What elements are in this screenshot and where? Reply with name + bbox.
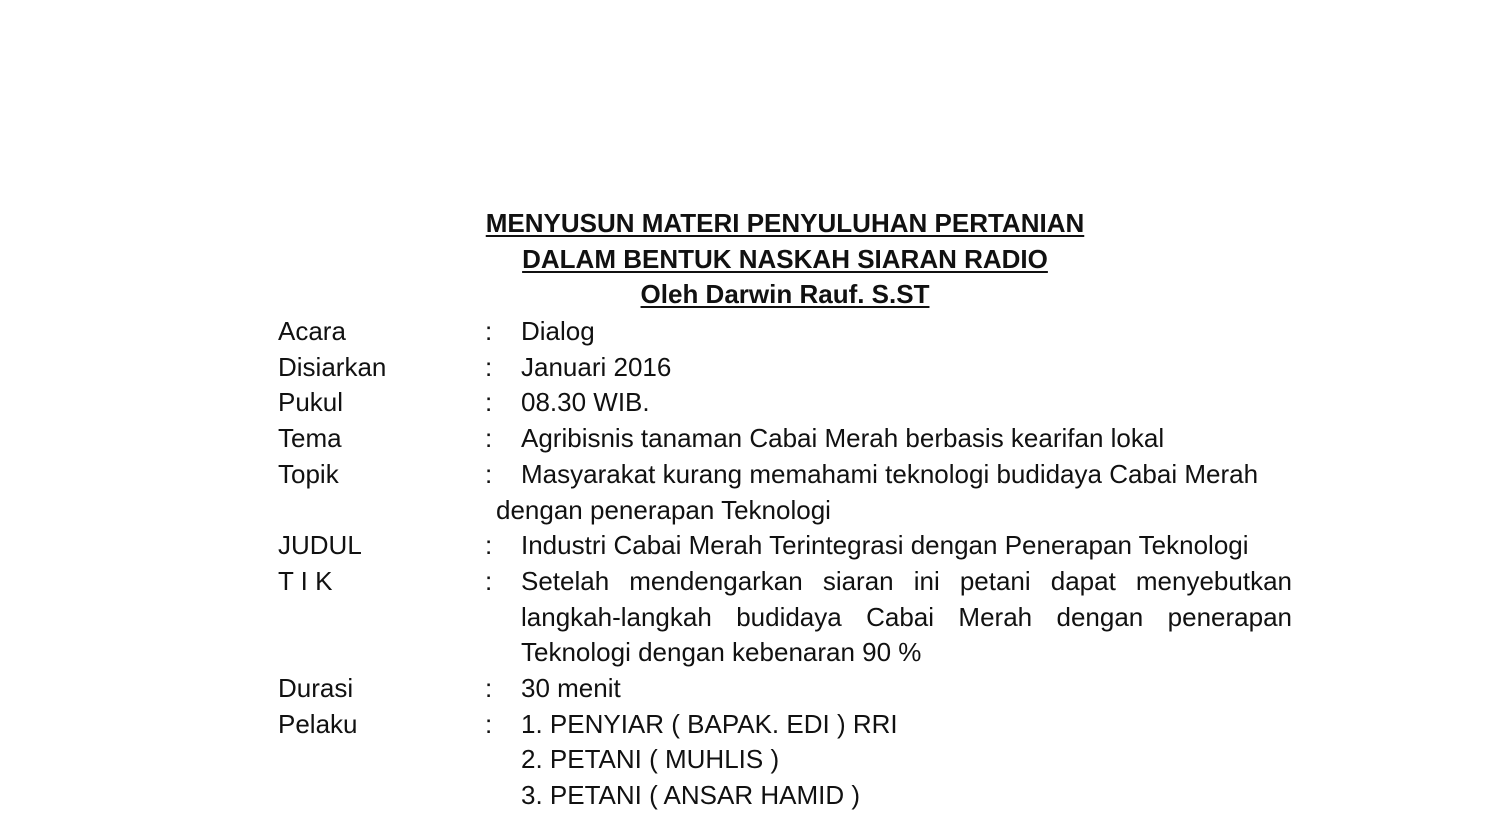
document-title [0, 206, 1500, 313]
field-colon: : [485, 565, 493, 596]
field-judul [278, 528, 1292, 564]
field-acara [278, 314, 1292, 350]
field-colon: : [485, 530, 493, 561]
field-label: Acara [278, 316, 346, 346]
field-disiarkan [278, 350, 1292, 386]
field-label: T I K [278, 565, 333, 596]
field-colon: : [485, 316, 493, 346]
field-label: Pukul [278, 387, 344, 418]
field-label: JUDUL [278, 530, 362, 561]
pelaku-item: 1. PENYIAR ( BAPAK. EDI ) RRI [521, 708, 898, 739]
pelaku-item: 3. PETANI ( ANSAR HAMID ) [521, 780, 861, 811]
field-colon: : [485, 423, 493, 454]
field-colon: : [485, 387, 493, 418]
field-tik [278, 564, 1292, 671]
field-label: Pelaku [278, 708, 358, 739]
title-line-1: MENYUSUN MATERI PENYULUHAN PERTANIAN [485, 208, 1085, 238]
field-label: Topik [278, 458, 339, 489]
field-value: Industri Cabai Merah Terintegrasi dengan Penerapan Teknologi [521, 530, 1249, 561]
field-value: Januari 2016 [521, 351, 672, 382]
field-label: Disiarkan [278, 351, 387, 382]
field-colon: : [485, 673, 493, 704]
title-line-2: DALAM BENTUK NASKAH SIARAN RADIO [522, 243, 1048, 274]
field-topik [278, 457, 1292, 528]
author-line: Oleh Darwin Rauf. S.ST [640, 279, 930, 310]
field-label: Tema [278, 423, 342, 454]
field-durasi [278, 671, 1292, 707]
field-colon: : [485, 708, 493, 739]
field-value: 30 menit [521, 673, 621, 704]
field-value: 08.30 WIB. [521, 387, 650, 418]
field-value: Dialog [521, 316, 595, 346]
field-label: Durasi [278, 673, 354, 704]
field-colon: : [485, 458, 493, 489]
field-value: Setelah mendengarkan siaran ini petani dapat menyebutkan langkah-langkah budidaya Cabai Merah dengan penerapan Teknologi dengan kebenaran 90 % [521, 565, 1292, 668]
field-pelaku [278, 707, 1292, 814]
pelaku-item: 2. PETANI ( MUHLIS ) [521, 744, 780, 775]
field-value: Masyarakat kurang memahami teknologi budidaya Cabai Merah [521, 458, 1259, 489]
field-value: Agribisnis tanaman Cabai Merah berbasis kearifan lokal [521, 423, 1165, 454]
field-tema [278, 421, 1292, 457]
field-colon: : [485, 351, 493, 382]
broadcast-details [278, 314, 1292, 814]
field-pukul [278, 385, 1292, 421]
field-value-continuation: dengan penerapan Teknologi [496, 494, 831, 525]
